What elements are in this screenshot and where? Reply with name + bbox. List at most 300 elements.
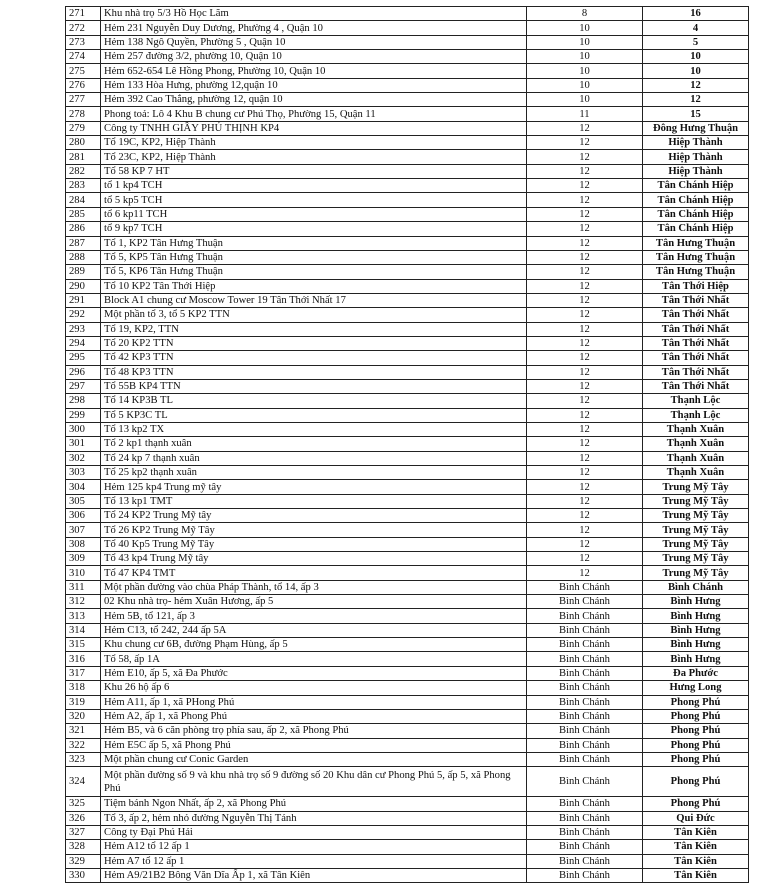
location-cell: Tổ 10 KP2 Tân Thới Hiệp	[101, 279, 527, 293]
district-cell: 12	[527, 523, 643, 537]
location-cell: tổ 9 kp7 TCH	[101, 222, 527, 236]
table-row	[66, 509, 749, 523]
table-body	[66, 7, 749, 883]
location-cell: Tổ 14 KP3B TL	[101, 394, 527, 408]
district-cell: 12	[527, 322, 643, 336]
table-row	[66, 797, 749, 811]
district-cell: 12	[527, 566, 643, 580]
district-cell: 10	[527, 35, 643, 49]
district-cell: Bình Chánh	[527, 738, 643, 752]
district-cell: Bình Chánh	[527, 709, 643, 723]
district-cell: 12	[527, 308, 643, 322]
row-number-cell: 317	[66, 666, 101, 680]
location-cell: Tổ 13 kp1 TMT	[101, 494, 527, 508]
table-row	[66, 21, 749, 35]
table-row	[66, 379, 749, 393]
row-number-cell: 272	[66, 21, 101, 35]
location-cell: Tổ 2 kp1 thạnh xuân	[101, 437, 527, 451]
ward-cell: 5	[643, 35, 749, 49]
row-number-cell: 323	[66, 752, 101, 766]
ward-cell: Thạnh Lộc	[643, 394, 749, 408]
district-cell: 12	[527, 265, 643, 279]
table-row	[66, 7, 749, 21]
table-row	[66, 64, 749, 78]
row-number-cell: 329	[66, 854, 101, 868]
row-number-cell: 289	[66, 265, 101, 279]
ward-cell: Phong Phú	[643, 709, 749, 723]
row-number-cell: 290	[66, 279, 101, 293]
ward-cell: Tân Thới Nhất	[643, 293, 749, 307]
location-cell: Hẻm A9/21B2 Bông Văn Dĩa Ấp 1, xã Tân Kiên	[101, 868, 527, 882]
ward-cell: Tân Hưng Thuận	[643, 236, 749, 250]
row-number-cell: 294	[66, 336, 101, 350]
district-cell: Bình Chánh	[527, 811, 643, 825]
ward-cell: 15	[643, 107, 749, 121]
location-cell: Hẻm 257 đường 3/2, phường 10, Quận 10	[101, 50, 527, 64]
ward-cell: Đa Phước	[643, 666, 749, 680]
row-number-cell: 280	[66, 136, 101, 150]
table-row	[66, 811, 749, 825]
district-cell: 12	[527, 250, 643, 264]
row-number-cell: 273	[66, 35, 101, 49]
ward-cell: Phong Phú	[643, 752, 749, 766]
location-cell: Tổ 20 KP2 TTN	[101, 336, 527, 350]
row-number-cell: 316	[66, 652, 101, 666]
ward-cell: Trung Mỹ Tây	[643, 566, 749, 580]
location-cell: Tổ 42 KP3 TTN	[101, 351, 527, 365]
location-cell: Một phần tổ 3, tổ 5 KP2 TTN	[101, 308, 527, 322]
row-number-cell: 281	[66, 150, 101, 164]
district-cell: 10	[527, 64, 643, 78]
district-cell: Bình Chánh	[527, 623, 643, 637]
location-cell: Tổ 55B KP4 TTN	[101, 379, 527, 393]
district-cell: Bình Chánh	[527, 681, 643, 695]
district-cell: 12	[527, 494, 643, 508]
district-cell: 12	[527, 222, 643, 236]
ward-cell: Hưng Long	[643, 681, 749, 695]
row-number-cell: 286	[66, 222, 101, 236]
district-cell: 10	[527, 93, 643, 107]
location-cell: Hẻm 652-654 Lê Hồng Phong, Phường 10, Quận 10	[101, 64, 527, 78]
district-cell: 12	[527, 365, 643, 379]
table-row	[66, 336, 749, 350]
district-cell: Bình Chánh	[527, 638, 643, 652]
ward-cell: Trung Mỹ Tây	[643, 480, 749, 494]
row-number-cell: 279	[66, 121, 101, 135]
location-cell: 02 Khu nhà trọ- hẻm Xuân Hương, ấp 5	[101, 595, 527, 609]
ward-cell: Bình Hưng	[643, 609, 749, 623]
row-number-cell: 308	[66, 537, 101, 551]
location-cell: Hẻm A11, ấp 1, xã PHong Phú	[101, 695, 527, 709]
location-cell: Tổ 1, KP2 Tân Hưng Thuận	[101, 236, 527, 250]
table-row	[66, 854, 749, 868]
table-row	[66, 408, 749, 422]
ward-cell: Tân Thới Hiệp	[643, 279, 749, 293]
district-cell: Bình Chánh	[527, 695, 643, 709]
district-cell: 8	[527, 7, 643, 21]
ward-cell: Tân Chánh Hiệp	[643, 193, 749, 207]
district-cell: Bình Chánh	[527, 752, 643, 766]
ward-cell: Bình Hưng	[643, 623, 749, 637]
ward-cell: Tân Thới Nhất	[643, 379, 749, 393]
row-number-cell: 322	[66, 738, 101, 752]
location-cell: Hẻm C13, tổ 242, 244 ấp 5A	[101, 623, 527, 637]
row-number-cell: 326	[66, 811, 101, 825]
location-cell: Tổ 26 KP2 Trung Mỹ Tây	[101, 523, 527, 537]
row-number-cell: 298	[66, 394, 101, 408]
table-row	[66, 523, 749, 537]
district-cell: 12	[527, 136, 643, 150]
table-row	[66, 767, 749, 797]
table-row	[66, 365, 749, 379]
table-row	[66, 150, 749, 164]
location-cell: Tổ 58, ấp 1A	[101, 652, 527, 666]
location-cell: Tổ 40 Kp5 Trung Mỹ Tây	[101, 537, 527, 551]
ward-cell: 12	[643, 78, 749, 92]
table-row	[66, 107, 749, 121]
location-cell: Tổ 43 kp4 Trung Mỹ tây	[101, 552, 527, 566]
location-cell: Hẻm 5B, tổ 121, ấp 3	[101, 609, 527, 623]
district-cell: 12	[527, 379, 643, 393]
table-row	[66, 494, 749, 508]
ward-cell: Tân Chánh Hiệp	[643, 222, 749, 236]
ward-cell: Tân Thới Nhất	[643, 365, 749, 379]
row-number-cell: 305	[66, 494, 101, 508]
district-cell: Bình Chánh	[527, 609, 643, 623]
table-row	[66, 121, 749, 135]
ward-cell: 4	[643, 21, 749, 35]
ward-cell: Thạnh Xuân	[643, 466, 749, 480]
ward-cell: Bình Hưng	[643, 638, 749, 652]
ward-cell: 10	[643, 64, 749, 78]
district-cell: Bình Chánh	[527, 580, 643, 594]
district-cell: 12	[527, 207, 643, 221]
table-row	[66, 164, 749, 178]
district-cell: Bình Chánh	[527, 825, 643, 839]
ward-cell: Thạnh Xuân	[643, 422, 749, 436]
table-row	[66, 193, 749, 207]
location-cell: Tổ 47 KP4 TMT	[101, 566, 527, 580]
ward-cell: Tân Chánh Hiệp	[643, 207, 749, 221]
table-row	[66, 580, 749, 594]
district-cell: Bình Chánh	[527, 854, 643, 868]
location-cell: Hẻm E10, ấp 5, xã Đa Phước	[101, 666, 527, 680]
district-cell: 12	[527, 394, 643, 408]
table-row	[66, 293, 749, 307]
ward-cell: Trung Mỹ Tây	[643, 509, 749, 523]
location-cell: tổ 5 kp5 TCH	[101, 193, 527, 207]
district-cell: 12	[527, 422, 643, 436]
location-cell: Phong toả: Lô 4 Khu B chung cư Phú Thọ, Phường 15, Quận 11	[101, 107, 527, 121]
row-number-cell: 306	[66, 509, 101, 523]
district-cell: 10	[527, 21, 643, 35]
table-row	[66, 250, 749, 264]
location-cell: Khu nhà trọ 5/3 Hồ Học Lãm	[101, 7, 527, 21]
district-cell: 12	[527, 336, 643, 350]
ward-cell: Thạnh Xuân	[643, 437, 749, 451]
location-cell: Tổ 24 KP2 Trung Mỹ tây	[101, 509, 527, 523]
district-cell: Bình Chánh	[527, 666, 643, 680]
location-cell: Hẻm 138 Ngô Quyền, Phường 5 , Quận 10	[101, 35, 527, 49]
location-cell: Hẻm 133 Hòa Hưng, phường 12,quận 10	[101, 78, 527, 92]
district-cell: 12	[527, 408, 643, 422]
table-row	[66, 695, 749, 709]
row-number-cell: 291	[66, 293, 101, 307]
row-number-cell: 276	[66, 78, 101, 92]
location-cell: Tổ 5, KP6 Tân Hưng Thuận	[101, 265, 527, 279]
row-number-cell: 302	[66, 451, 101, 465]
row-number-cell: 293	[66, 322, 101, 336]
location-cell: Hẻm 231 Nguyễn Duy Dương, Phường 4 , Quận 10	[101, 21, 527, 35]
table-row	[66, 537, 749, 551]
row-number-cell: 328	[66, 840, 101, 854]
ward-cell: Tân Hưng Thuận	[643, 250, 749, 264]
table-row	[66, 652, 749, 666]
ward-cell: Tân Kiên	[643, 868, 749, 882]
table-row	[66, 609, 749, 623]
location-cell: tổ 1 kp4 TCH	[101, 179, 527, 193]
row-number-cell: 278	[66, 107, 101, 121]
ward-cell: Tân Chánh Hiệp	[643, 179, 749, 193]
row-number-cell: 315	[66, 638, 101, 652]
table-row	[66, 93, 749, 107]
location-cell: Công ty TNHH GIẦY PHÚ THỊNH KP4	[101, 121, 527, 135]
district-cell: 12	[527, 179, 643, 193]
ward-cell: Bình Hưng	[643, 595, 749, 609]
locations-table	[65, 6, 749, 883]
table-row	[66, 566, 749, 580]
row-number-cell: 292	[66, 308, 101, 322]
district-cell: 12	[527, 279, 643, 293]
location-cell: Hẻm 125 kp4 Trung mỹ tây	[101, 480, 527, 494]
district-cell: 12	[527, 150, 643, 164]
table-row	[66, 308, 749, 322]
table-row	[66, 666, 749, 680]
location-cell: Tổ 5, KP5 Tân Hưng Thuận	[101, 250, 527, 264]
location-cell: Tổ 24 kp 7 thạnh xuân	[101, 451, 527, 465]
table-row	[66, 825, 749, 839]
row-number-cell: 275	[66, 64, 101, 78]
district-cell: 12	[527, 164, 643, 178]
row-number-cell: 327	[66, 825, 101, 839]
ward-cell: Hiệp Thành	[643, 136, 749, 150]
row-number-cell: 325	[66, 797, 101, 811]
district-cell: 12	[527, 437, 643, 451]
district-cell: 12	[527, 509, 643, 523]
location-cell: Tổ 58 KP 7 HT	[101, 164, 527, 178]
location-cell: Hẻm A2, ấp 1, xã Phong Phú	[101, 709, 527, 723]
ward-cell: Thạnh Lộc	[643, 408, 749, 422]
row-number-cell: 320	[66, 709, 101, 723]
table-row	[66, 207, 749, 221]
location-cell: Hẻm 392 Cao Thắng, phường 12, quận 10	[101, 93, 527, 107]
table-row	[66, 437, 749, 451]
ward-cell: Phong Phú	[643, 738, 749, 752]
row-number-cell: 312	[66, 595, 101, 609]
table-row	[66, 451, 749, 465]
row-number-cell: 284	[66, 193, 101, 207]
location-cell: Hẻm E5C ấp 5, xã Phong Phú	[101, 738, 527, 752]
ward-cell: Tân Thới Nhất	[643, 308, 749, 322]
table-row	[66, 50, 749, 64]
table-row	[66, 265, 749, 279]
district-cell: 10	[527, 50, 643, 64]
row-number-cell: 311	[66, 580, 101, 594]
table-row	[66, 136, 749, 150]
location-cell: Hẻm B5, và 6 căn phòng trọ phía sau, ấp 2, xã Phong Phú	[101, 724, 527, 738]
table-row	[66, 351, 749, 365]
table-row	[66, 78, 749, 92]
location-cell: Tổ 13 kp2 TX	[101, 422, 527, 436]
location-cell: Tổ 25 kp2 thạnh xuân	[101, 466, 527, 480]
location-cell: Công ty Đại Phú Hải	[101, 825, 527, 839]
ward-cell: Tân Thới Nhất	[643, 336, 749, 350]
location-cell: Một phần chung cư Conic Garden	[101, 752, 527, 766]
location-cell: Một phần đường số 9 và khu nhà trọ số 9 đường số 20 Khu dân cư Phong Phú 5, ấp 5, xã Phong Phú	[101, 767, 527, 797]
ward-cell: 12	[643, 93, 749, 107]
row-number-cell: 319	[66, 695, 101, 709]
row-number-cell: 283	[66, 179, 101, 193]
ward-cell: Tân Thới Nhất	[643, 322, 749, 336]
ward-cell: Tân Kiên	[643, 840, 749, 854]
table-row	[66, 322, 749, 336]
table-row	[66, 422, 749, 436]
ward-cell: Tân Hưng Thuận	[643, 265, 749, 279]
district-cell: Bình Chánh	[527, 797, 643, 811]
ward-cell: Qui Đức	[643, 811, 749, 825]
row-number-cell: 303	[66, 466, 101, 480]
district-cell: 12	[527, 451, 643, 465]
ward-cell: Hiệp Thành	[643, 150, 749, 164]
table-row	[66, 279, 749, 293]
row-number-cell: 309	[66, 552, 101, 566]
table-row	[66, 480, 749, 494]
district-cell: 12	[527, 193, 643, 207]
row-number-cell: 310	[66, 566, 101, 580]
district-cell: 12	[527, 480, 643, 494]
row-number-cell: 274	[66, 50, 101, 64]
ward-cell: Phong Phú	[643, 797, 749, 811]
table-row	[66, 222, 749, 236]
location-cell: Một phần đường vào chùa Pháp Thành, tổ 14, ấp 3	[101, 580, 527, 594]
table-row	[66, 623, 749, 637]
district-cell: Bình Chánh	[527, 595, 643, 609]
district-cell: 12	[527, 351, 643, 365]
table-row	[66, 466, 749, 480]
district-cell: 10	[527, 78, 643, 92]
ward-cell: Trung Mỹ Tây	[643, 552, 749, 566]
location-cell: Tổ 19C, KP2, Hiệp Thành	[101, 136, 527, 150]
location-cell: Tổ 5 KP3C TL	[101, 408, 527, 422]
row-number-cell: 301	[66, 437, 101, 451]
location-cell: Hẻm A12 tổ 12 ấp 1	[101, 840, 527, 854]
table-row	[66, 236, 749, 250]
row-number-cell: 285	[66, 207, 101, 221]
row-number-cell: 307	[66, 523, 101, 537]
ward-cell: Phong Phú	[643, 695, 749, 709]
row-number-cell: 282	[66, 164, 101, 178]
location-cell: Block A1 chung cư Moscow Tower 19 Tân Thới Nhất 17	[101, 293, 527, 307]
ward-cell: Phong Phú	[643, 767, 749, 797]
row-number-cell: 313	[66, 609, 101, 623]
location-cell: Khu 26 hộ ấp 6	[101, 681, 527, 695]
location-cell: Tổ 19, KP2, TTN	[101, 322, 527, 336]
row-number-cell: 287	[66, 236, 101, 250]
district-cell: 12	[527, 121, 643, 135]
row-number-cell: 296	[66, 365, 101, 379]
row-number-cell: 304	[66, 480, 101, 494]
row-number-cell: 330	[66, 868, 101, 882]
district-cell: 12	[527, 236, 643, 250]
ward-cell: Đông Hưng Thuận	[643, 121, 749, 135]
row-number-cell: 299	[66, 408, 101, 422]
location-cell: tổ 6 kp11 TCH	[101, 207, 527, 221]
ward-cell: Trung Mỹ Tây	[643, 494, 749, 508]
ward-cell: Bình Hưng	[643, 652, 749, 666]
district-cell: Bình Chánh	[527, 652, 643, 666]
row-number-cell: 318	[66, 681, 101, 695]
district-cell: 12	[527, 466, 643, 480]
table-row	[66, 840, 749, 854]
table-row	[66, 179, 749, 193]
table-row	[66, 595, 749, 609]
table-row	[66, 738, 749, 752]
table-row	[66, 868, 749, 882]
table-row	[66, 724, 749, 738]
row-number-cell: 288	[66, 250, 101, 264]
location-cell: Tiệm bánh Ngon Nhất, ấp 2, xã Phong Phú	[101, 797, 527, 811]
table-row	[66, 709, 749, 723]
row-number-cell: 277	[66, 93, 101, 107]
table-row	[66, 681, 749, 695]
district-cell: 12	[527, 552, 643, 566]
district-cell: Bình Chánh	[527, 767, 643, 797]
district-cell: 11	[527, 107, 643, 121]
row-number-cell: 297	[66, 379, 101, 393]
location-cell: Tổ 23C, KP2, Hiệp Thành	[101, 150, 527, 164]
ward-cell: Bình Chánh	[643, 580, 749, 594]
ward-cell: Thạnh Xuân	[643, 451, 749, 465]
table-row	[66, 35, 749, 49]
district-cell: Bình Chánh	[527, 724, 643, 738]
ward-cell: Tân Kiên	[643, 854, 749, 868]
location-cell: Hẻm A7 tổ 12 ấp 1	[101, 854, 527, 868]
ward-cell: Tân Kiên	[643, 825, 749, 839]
location-cell: Khu chung cư 6B, đường Phạm Hùng, ấp 5	[101, 638, 527, 652]
location-cell: Tổ 3, ấp 2, hẻm nhỏ đường Nguyễn Thị Tánh	[101, 811, 527, 825]
ward-cell: Phong Phú	[643, 724, 749, 738]
table-row	[66, 752, 749, 766]
table-row	[66, 638, 749, 652]
ward-cell: Tân Thới Nhất	[643, 351, 749, 365]
ward-cell: 10	[643, 50, 749, 64]
row-number-cell: 295	[66, 351, 101, 365]
district-cell: 12	[527, 293, 643, 307]
row-number-cell: 300	[66, 422, 101, 436]
row-number-cell: 321	[66, 724, 101, 738]
row-number-cell: 324	[66, 767, 101, 797]
district-cell: Bình Chánh	[527, 840, 643, 854]
table-row	[66, 394, 749, 408]
table-row	[66, 552, 749, 566]
ward-cell: Trung Mỹ Tây	[643, 523, 749, 537]
ward-cell: Trung Mỹ Tây	[643, 537, 749, 551]
district-cell: 12	[527, 537, 643, 551]
row-number-cell: 271	[66, 7, 101, 21]
location-cell: Tổ 48 KP3 TTN	[101, 365, 527, 379]
ward-cell: 16	[643, 7, 749, 21]
district-cell: Bình Chánh	[527, 868, 643, 882]
